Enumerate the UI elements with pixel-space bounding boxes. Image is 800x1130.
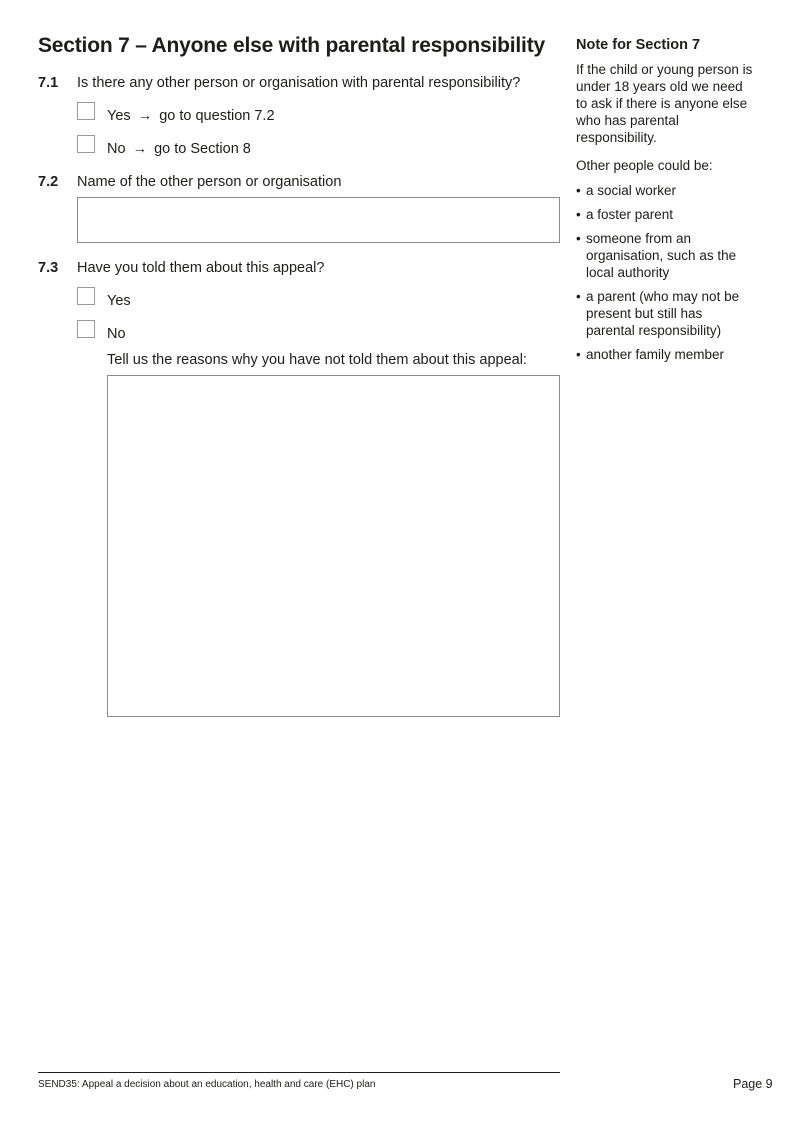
q71-no-instruction: go to Section 8 [154, 141, 251, 157]
arrow-right-icon: → [137, 108, 153, 124]
note-list [576, 182, 754, 370]
footer-divider [38, 1072, 560, 1073]
question-7-2-text: Name of the other person or organisation [77, 174, 342, 190]
q71-yes-label: Yes [107, 108, 131, 124]
q71-yes-option [107, 108, 275, 124]
list-item: • a foster parent [576, 206, 754, 223]
page-number: Page 9 [733, 1077, 773, 1091]
q71-no-option [107, 141, 251, 157]
question-7-2-number: 7.2 [38, 174, 59, 190]
q73-yes-label: Yes [107, 293, 131, 309]
question-7-3-number: 7.3 [38, 260, 59, 276]
note-list-intro: Other people could be: [576, 158, 713, 173]
q73-no-label: No [107, 326, 126, 342]
list-item: • someone from an organisation, such as the local authority [576, 230, 754, 281]
note-intro: If the child or young person is under 18 years old we need to ask if there is anyone else who has parental responsibility. [576, 62, 753, 145]
q71-no-label: No [107, 141, 126, 157]
list-item: • a social worker [576, 182, 754, 199]
note-title: Note for Section 7 [576, 37, 701, 53]
list-item: • a parent (who may not be present but still has parental responsibility) [576, 288, 754, 339]
question-7-3-text: Have you told them about this appeal? [77, 260, 325, 276]
reason-prompt: Tell us the reasons why you have not told them about this appeal: [107, 352, 527, 368]
footer-form-title: SEND35: Appeal a decision about an education, health and care (EHC) plan [38, 1079, 376, 1090]
list-item: • another family member [576, 346, 754, 363]
question-7-1-text: Is there any other person or organisation with parental responsibility? [77, 75, 521, 91]
q71-no-checkbox[interactable] [77, 135, 95, 153]
q73-yes-checkbox[interactable] [77, 287, 95, 305]
question-7-1-number: 7.1 [38, 75, 59, 91]
arrow-right-icon: → [132, 141, 148, 157]
section-title: Section 7 – Anyone else with parental responsibility [38, 34, 545, 57]
q71-yes-checkbox[interactable] [77, 102, 95, 120]
q73-no-checkbox[interactable] [77, 320, 95, 338]
q71-yes-instruction: go to question 7.2 [159, 108, 275, 124]
other-person-name-field[interactable] [77, 197, 560, 243]
reason-textarea[interactable] [107, 375, 560, 717]
